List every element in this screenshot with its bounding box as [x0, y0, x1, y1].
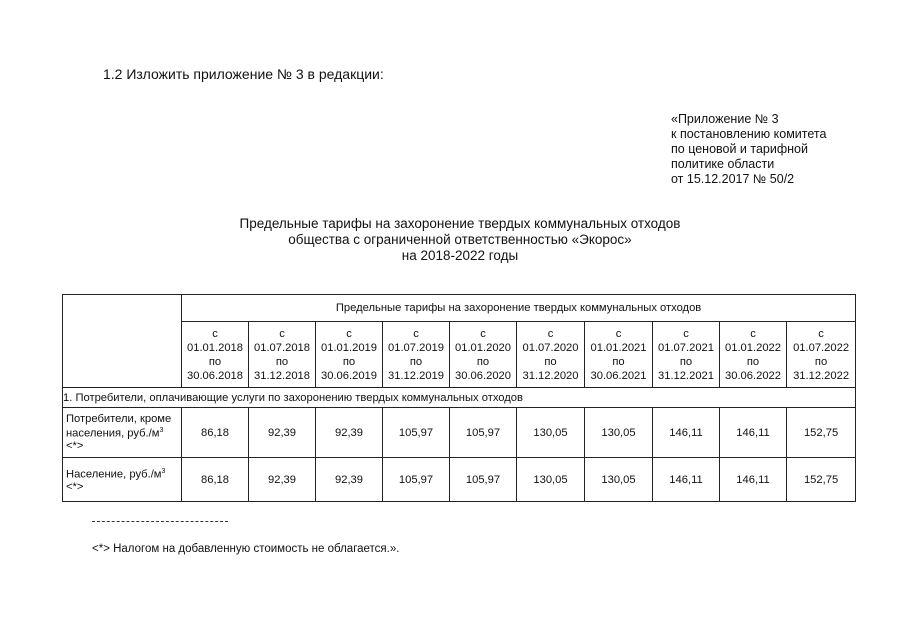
tariff-value: 105,97 — [383, 458, 450, 502]
period-cell: с 01.01.2020 по 30.06.2020 — [450, 322, 517, 388]
tariff-value: 146,11 — [653, 458, 720, 502]
tariff-value: 105,97 — [383, 408, 450, 458]
appendix-line: от 15.12.2017 № 50/2 — [671, 172, 795, 186]
table-row — [63, 458, 856, 502]
tariff-value: 146,11 — [720, 458, 787, 502]
title-line: общества с ограниченной ответственностью «Экорос» — [288, 232, 632, 247]
footnote: <*> Налогом на добавленную стоимость не облагается.». — [92, 543, 400, 555]
tariff-value: 92,39 — [249, 408, 316, 458]
tariff-value: 146,11 — [720, 408, 787, 458]
tariff-value: 130,05 — [585, 408, 653, 458]
tariff-value: 152,75 — [787, 408, 856, 458]
tariff-value: 105,97 — [450, 408, 517, 458]
appendix-line: политике области — [671, 157, 775, 171]
intro-text: 1.2 Изложить приложение № 3 в редакции: — [103, 66, 384, 82]
period-cell: с 01.01.2022 по 30.06.2022 — [720, 322, 787, 388]
tariff-value: 130,05 — [585, 458, 653, 502]
period-cell: с 01.07.2019 по 31.12.2019 — [383, 322, 450, 388]
appendix-line: по ценовой и тарифной — [671, 142, 808, 156]
appendix-line: к постановлению комитета — [671, 127, 827, 141]
tariff-value: 92,39 — [316, 458, 383, 502]
tariff-value: 86,18 — [182, 458, 249, 502]
table-header: Предельные тарифы на захоронение твердых коммунальных отходов — [182, 295, 856, 322]
period-cell: с 01.01.2021 по 30.06.2021 — [585, 322, 653, 388]
row-label: Потребители, кроме населения, $руб./м^3$ <*> — [63, 408, 182, 458]
period-cell: с 01.07.2020 по 31.12.2020 — [517, 322, 585, 388]
title-line: Предельные тарифы на захоронение твердых коммунальных отходов — [239, 216, 681, 231]
period-cell: с 01.07.2021 по 31.12.2021 — [653, 322, 720, 388]
tariff-value: 130,05 — [517, 408, 585, 458]
table-row — [63, 408, 856, 458]
tariff-value: 130,05 — [517, 458, 585, 502]
tariff-value: 146,11 — [653, 408, 720, 458]
tariff-value: 92,39 — [249, 458, 316, 502]
row-label: Население, $руб./м^3$ <*> — [63, 458, 182, 502]
tariff-value: 105,97 — [450, 458, 517, 502]
footnote-separator — [92, 521, 228, 522]
period-cell: с 01.01.2019 по 30.06.2019 — [316, 322, 383, 388]
appendix-reference — [671, 112, 826, 187]
document-title — [180, 216, 740, 264]
period-cell: с 01.07.2022 по 31.12.2022 — [787, 322, 856, 388]
tariff-value: 92,39 — [316, 408, 383, 458]
period-cell: с 01.07.2018 по 31.12.2018 — [249, 322, 316, 388]
tariff-table — [62, 294, 856, 502]
title-line: на 2018-2022 годы — [401, 248, 519, 263]
tariff-value: 152,75 — [787, 458, 856, 502]
corner-cell — [63, 295, 182, 388]
tariff-value: 86,18 — [182, 408, 249, 458]
section-heading: 1. Потребители, оплачивающие услуги по захоронению твердых коммунальных отходов — [63, 388, 856, 408]
period-cell: с 01.01.2018 по 30.06.2018 — [182, 322, 249, 388]
appendix-line: «Приложение № 3 — [671, 112, 779, 126]
